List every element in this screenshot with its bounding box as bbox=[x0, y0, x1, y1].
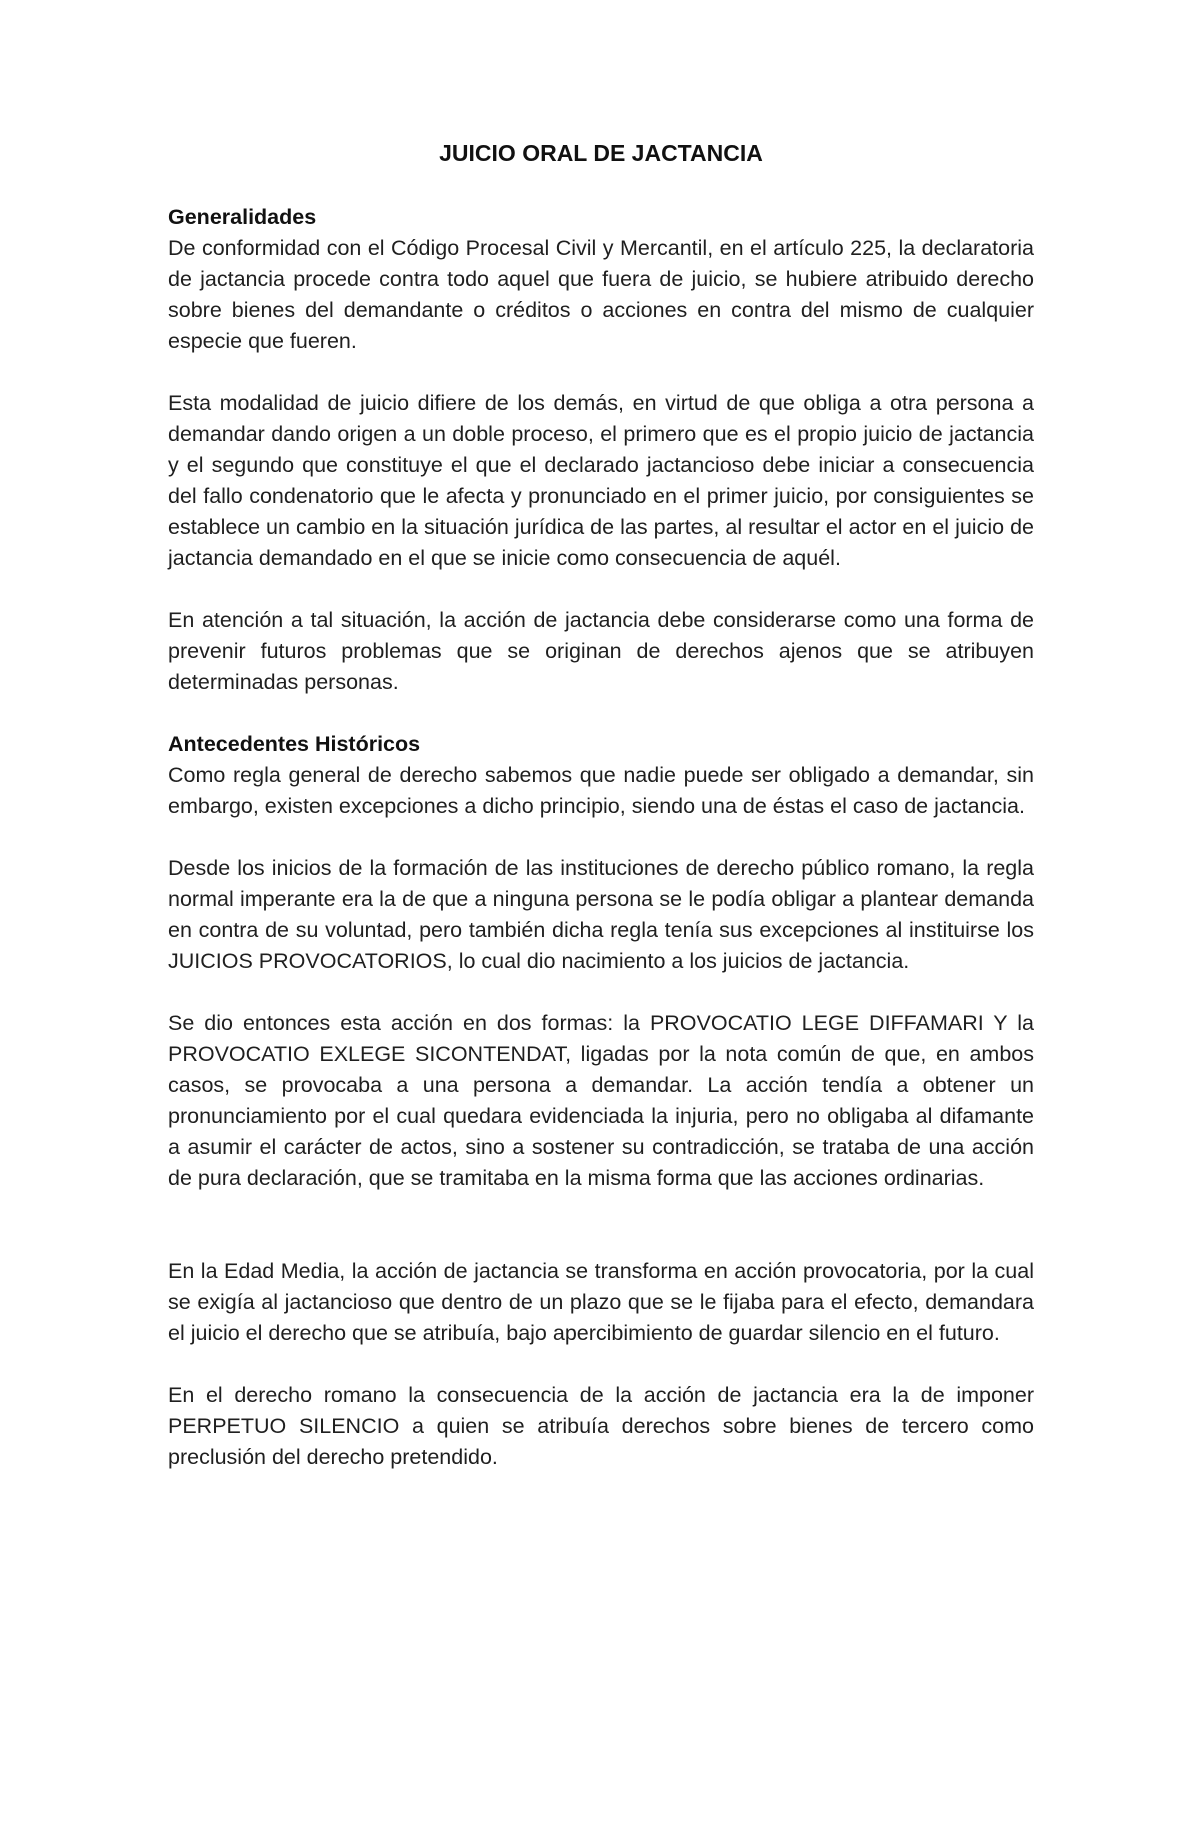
section-antecedentes bbox=[168, 729, 1034, 1473]
paragraph: En atención a tal situación, la acción de jactancia debe considerarse como una forma de prevenir futuros problemas que se originan de derechos ajenos que se atribuyen determinadas personas. bbox=[168, 608, 1034, 694]
paragraph: En el derecho romano la consecuencia de la acción de jactancia era la de imponer PERPETUO SILENCIO a quien se atribuía derechos sobre bienes de tercero como preclusión del derecho pretendido. bbox=[168, 1383, 1034, 1469]
paragraph: De conformidad con el Código Procesal Civil y Mercantil, en el artículo 225, la declaratoria de jactancia procede contra todo aquel que fuera de juicio, se hubiere atribuido derecho sobre bienes del demandante o créditos o acciones en contra del mismo de cualquier especie que fueren. bbox=[168, 236, 1034, 353]
paragraph: Como regla general de derecho sabemos que nadie puede ser obligado a demandar, sin embargo, existen excepciones a dicho principio, siendo una de éstas el caso de jactancia. bbox=[168, 763, 1034, 818]
paragraph: Se dio entonces esta acción en dos formas: la PROVOCATIO LEGE DIFFAMARI Y la PROVOCATIO EXLEGE SICONTENDAT, ligadas por la nota común de que, en ambos casos, se provocaba a una persona a demandar. La acción tendía a obtener un pronunciamiento por el cual quedara evidenciada la injuria, pero no obligaba al difamante a asumir el carácter de actos, sino a sostener su contradicción, se trataba de una acción de pura declaración, que se tramitaba en la misma forma que las acciones ordinarias. bbox=[168, 1011, 1034, 1190]
document-title: JUICIO ORAL DE JACTANCIA bbox=[439, 140, 763, 166]
document-content bbox=[168, 138, 1034, 1504]
section-heading: Generalidades bbox=[168, 205, 317, 229]
paragraph: Desde los inicios de la formación de las instituciones de derecho público romano, la regla normal imperante era la de que a ninguna persona se le podía obligar a plantear demanda en contra de su voluntad, pero también dicha regla tenía sus excepciones al instituirse los JUICIOS PROVOCATORIOS, lo cual dio nacimiento a los juicios de jactancia. bbox=[168, 856, 1034, 973]
section-generalidades bbox=[168, 202, 1034, 698]
section-heading: Antecedentes Históricos bbox=[168, 732, 421, 756]
paragraph: En la Edad Media, la acción de jactancia se transforma en acción provocatoria, por la cual se exigía al jactancioso que dentro de un plazo que se le fijaba para el efecto, demandara el juicio el derecho que se atribuía, bajo apercibimiento de guardar silencio en el futuro. bbox=[168, 1259, 1034, 1345]
paragraph: Esta modalidad de juicio difiere de los demás, en virtud de que obliga a otra persona a demandar dando origen a un doble proceso, el primero que es el propio juicio de jactancia y el segundo que constituye el que el declarado jactancioso debe iniciar a consecuencia del fallo condenatorio que le afecta y pronunciado en el primer juicio, por consiguientes se establece un cambio en la situación jurídica de las partes, al resultar el actor en el juicio de jactancia demandado en el que se inicie como consecuencia de aquél. bbox=[168, 391, 1034, 570]
